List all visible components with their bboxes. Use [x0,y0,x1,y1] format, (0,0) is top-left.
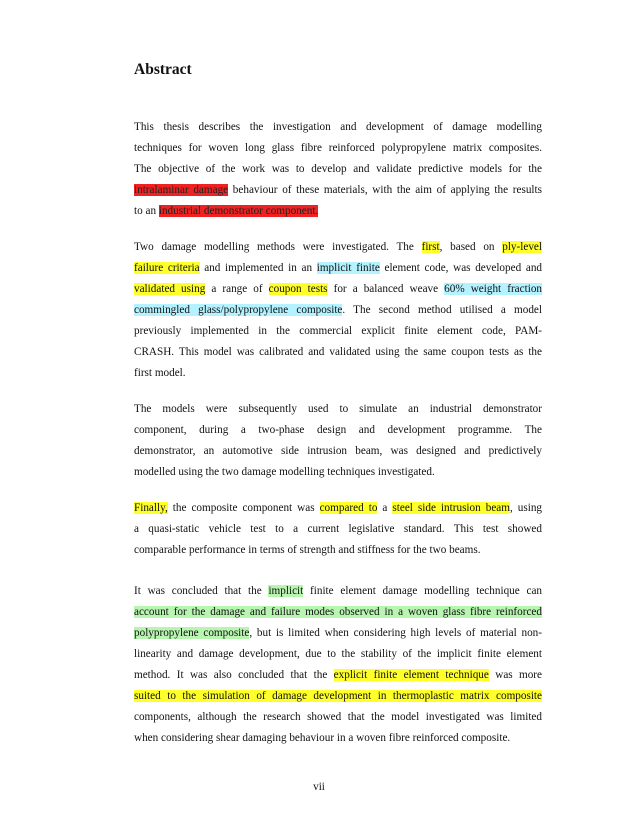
text-run: a [377,502,393,514]
highlight-red: intralaminar damage [134,184,229,196]
text-run: method. It was also concluded that the [134,669,334,681]
text-line [134,180,542,201]
text-line [134,686,542,707]
text-run: Two damage modelling methods were investigated. The [134,241,422,253]
text-line: modelled using the two damage modelling techniques investigated. [134,466,435,478]
text-run: was more [488,669,542,681]
highlight-yellow: suited to the simulation of damage development in thermoplastic matrix composite [134,690,542,702]
highlight-green: polypropylene composite [134,627,250,639]
text-line: when considering shear damaging behaviour in a woven fibre reinforced composite. [134,732,511,744]
text-run: to an [134,205,159,217]
text-line: techniques for woven long glass fibre reinforced polypropylene matrix composites. [134,142,542,154]
text-run: It was concluded that the [134,585,269,597]
text-run: , but is limited when considering high levels of material non- [249,627,542,639]
text-line [134,498,542,519]
highlight-cyan: commingled glass/polypropylene composite [134,304,343,316]
text-run: behaviour of these materials, with the aim of applying the results [228,184,542,196]
text-line: CRASH. This model was calibrated and validated using the same coupon tests as the [134,346,542,358]
text-line: The models were subsequently used to simulate an industrial demonstrator [134,403,542,415]
text-line [134,623,542,644]
highlight-yellow: steel side intrusion beam [392,502,510,514]
text-line [134,279,542,300]
highlight-cyan: implicit finite [316,262,380,274]
text-run: and implemented in an [199,262,317,274]
text-run: a range of [205,283,269,295]
highlight-yellow: compared to [319,502,378,514]
text-line: previously implemented in the commercial explicit finite element code, PAM- [134,325,542,337]
text-line: comparable performance in terms of strength and stiffness for the two beams. [134,544,481,556]
text-line [134,665,542,686]
paragraph-3 [134,399,542,483]
text-line [134,602,542,623]
text-line: demonstrator, an automotive side intrusion beam, was designed and predictively [134,445,542,457]
highlight-yellow: validated using [134,283,206,295]
paragraph-4 [134,498,542,561]
paragraph-5 [134,581,542,749]
abstract-heading: Abstract [134,61,192,78]
text-run: the composite component was [167,502,320,514]
highlight-yellow: first [421,241,440,253]
text-run: , based on [439,241,503,253]
text-line: component, during a two-phase design and development programme. The [134,424,542,436]
highlight-green: account for the damage and failure modes observed in a woven glass fibre reinforced [134,606,542,618]
highlight-red: industrial demonstrator component. [158,205,319,217]
highlight-cyan: 60% weight fraction [444,283,543,295]
text-line: components, although the research showed that the model investigated was limited [134,711,542,723]
text-line [134,258,542,279]
text-line: first model. [134,367,186,379]
text-line: linearity and damage development, due to the stability of the implicit finite element [134,648,542,660]
highlight-yellow: ply-level [502,241,542,253]
text-line [134,237,542,258]
highlight-yellow: coupon tests [268,283,328,295]
text-line: a quasi-static vehicle test to a current legislative standard. This test showed [134,523,542,535]
text-line [134,300,542,321]
page-number: vii [313,781,325,793]
highlight-green: implicit [268,585,304,597]
text-run: for a balanced weave [327,283,445,295]
text-run: element code, was developed and [379,262,543,274]
paragraph-2 [134,237,542,384]
text-line: The objective of the work was to develop and validate predictive models for the [134,163,542,175]
text-run: . The second method utilised a model [342,304,542,316]
highlight-yellow: explicit finite element technique [333,669,489,681]
text-run: , using [509,502,543,514]
paragraph-1 [134,117,542,222]
text-line: This thesis describes the investigation and development of damage modelling [134,121,542,133]
text-line [134,581,542,602]
text-run: finite element damage modelling technique can [303,585,543,597]
highlight-yellow: Finally, [134,502,168,514]
text-line [134,201,542,222]
highlight-yellow: failure criteria [134,262,200,274]
